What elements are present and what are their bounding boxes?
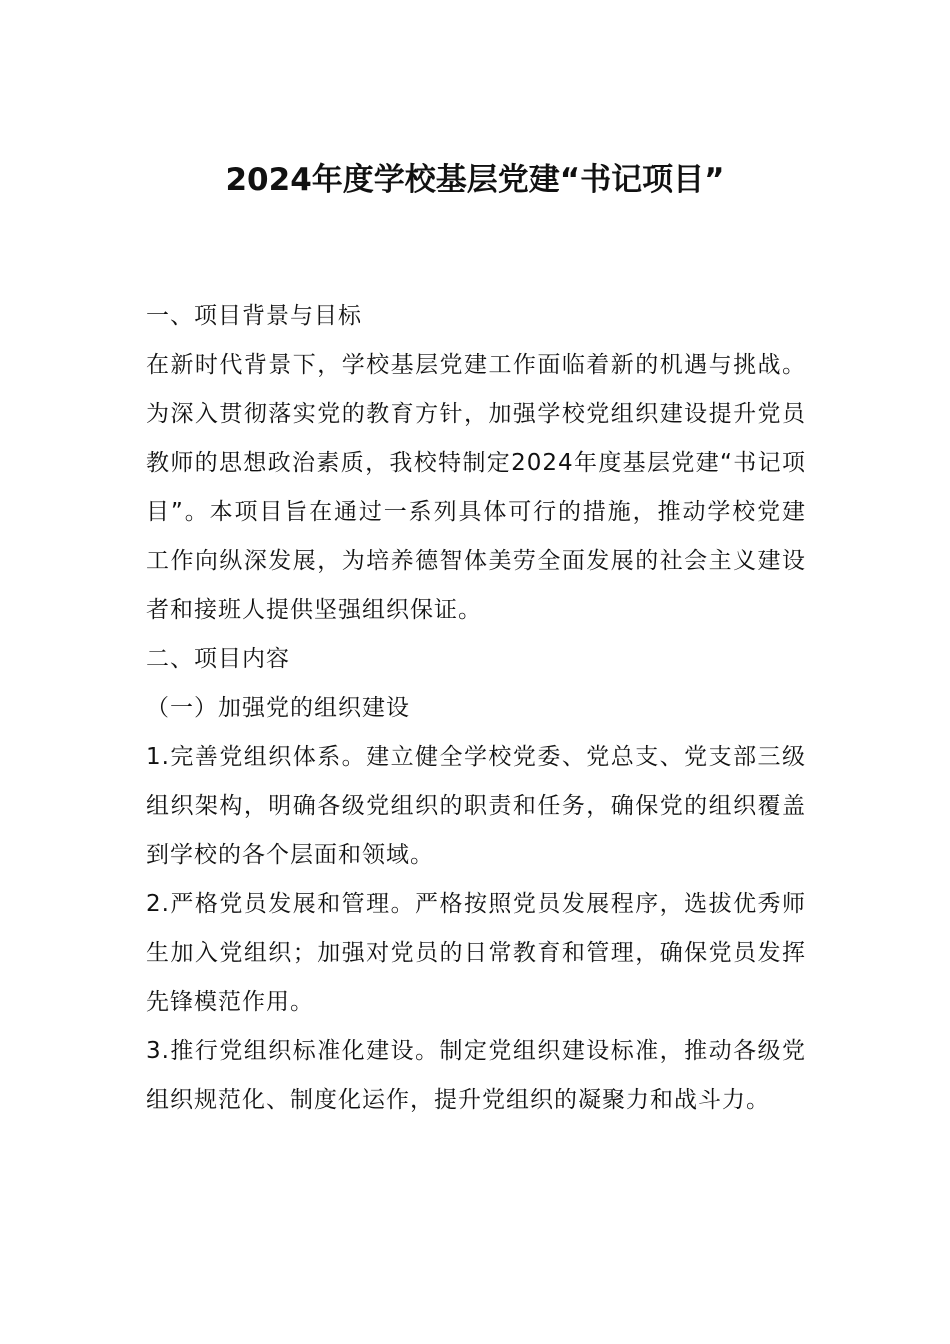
list-item-1: 1.完善党组织体系。建立健全学校党委、党总支、党支部三级组织架构，明确各级党组织的职责和任务，确保党的组织覆盖到学校的各个层面和领域。 (146, 744, 806, 868)
list-item-2: 2.严格党员发展和管理。严格按照党员发展程序，选拔优秀师生加入党组织；加强对党员的日常教育和管理，确保党员发挥先锋模范作用。 (146, 891, 806, 1015)
subsection-heading-organization: （一）加强党的组织建设 (146, 695, 410, 721)
document-body (146, 292, 806, 1125)
list-item-3: 3.推行党组织标准化建设。制定党组织建设标准，推动各级党组织规范化、制度化运作，提升党组织的凝聚力和战斗力。 (146, 1038, 806, 1113)
paragraph-background: 在新时代背景下，学校基层党建工作面临着新的机遇与挑战。为深入贯彻落实党的教育方针，加强学校党组织建设提升党员教师的思想政治素质，我校特制定2024年度基层党建“书记项目”。本项目旨在通过一系列具体可行的措施，推动学校党建工作向纵深发展，为培养德智体美劳全面发展的社会主义建设者和接班人提供坚强组织保证。 (146, 352, 806, 623)
document-title: 2024年度学校基层党建“书记项目” (225, 162, 725, 198)
section-heading-content: 二、项目内容 (146, 646, 290, 672)
section-heading-background: 一、项目背景与目标 (146, 303, 362, 329)
